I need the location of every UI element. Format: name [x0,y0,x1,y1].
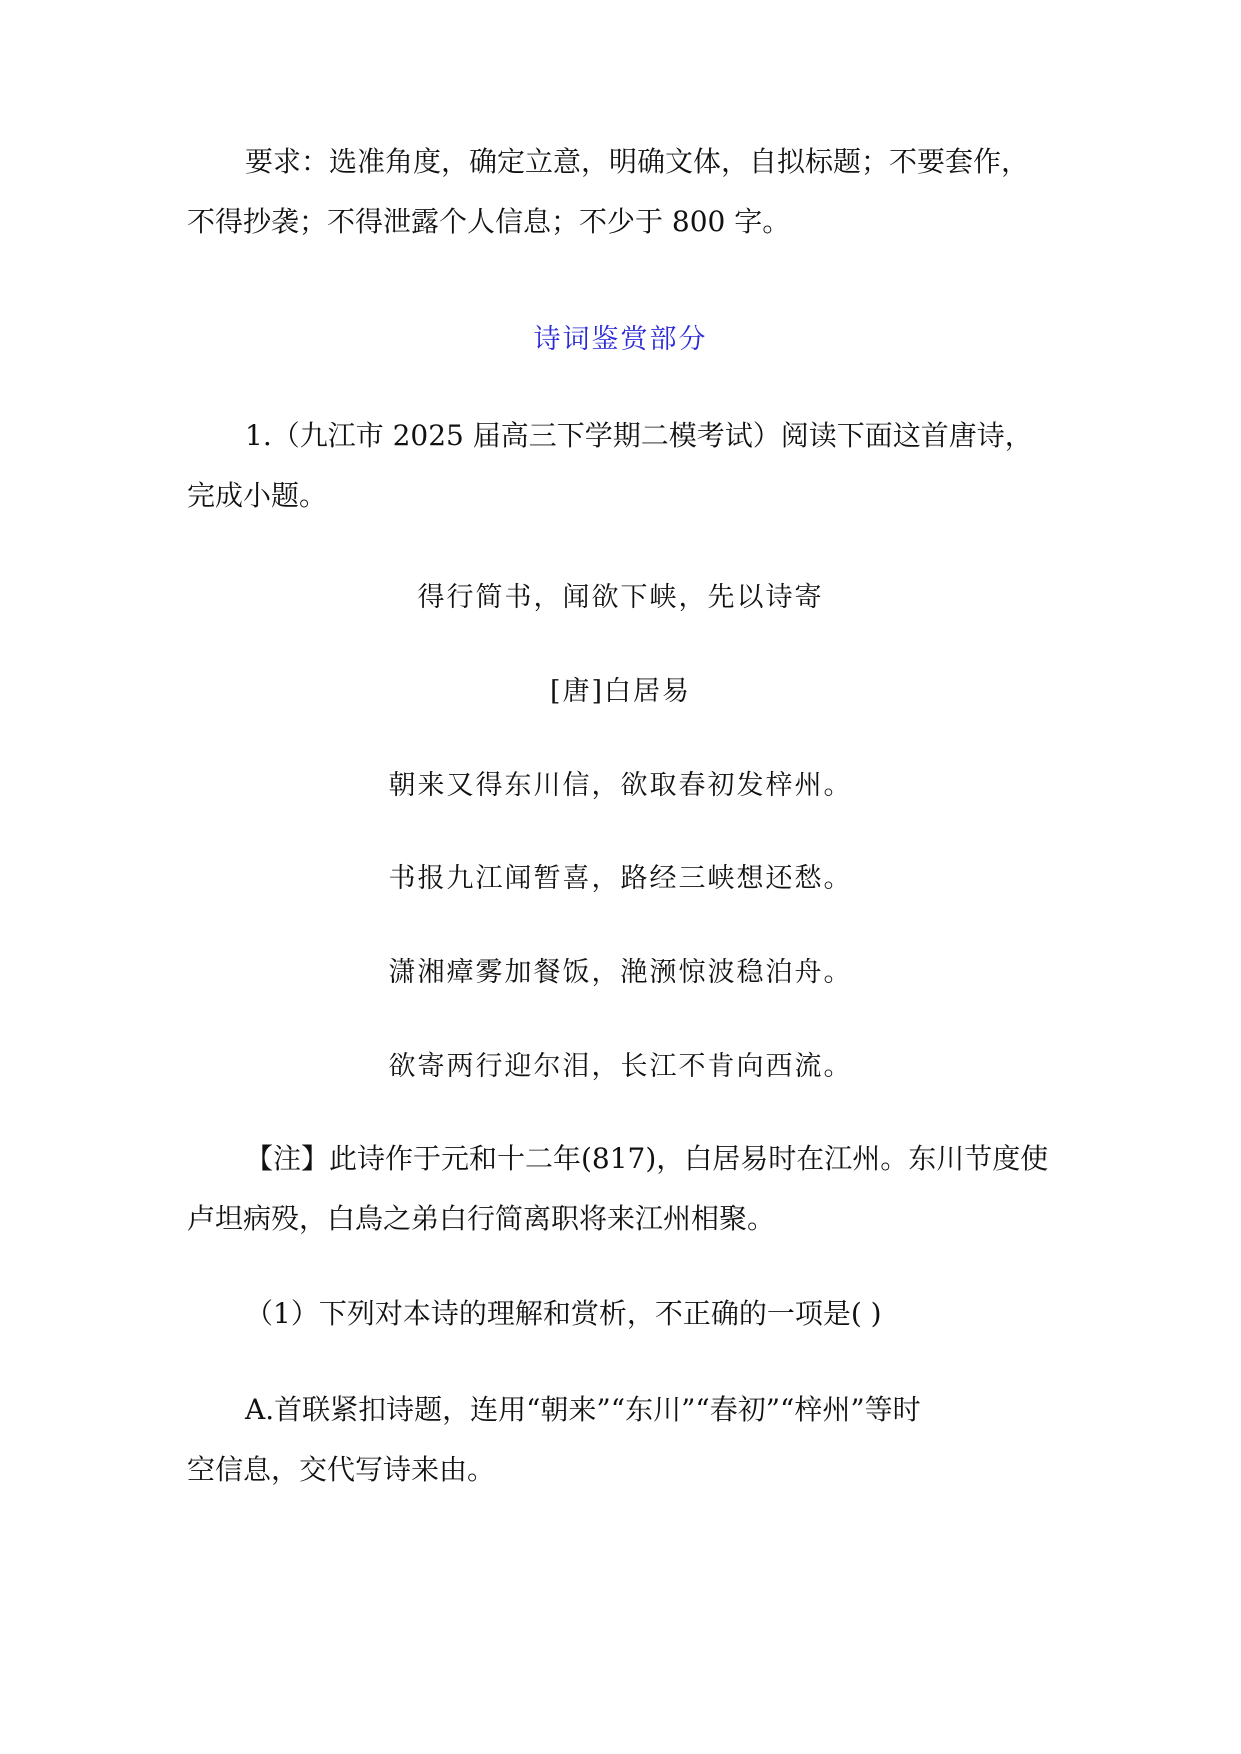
question-1-line-1: 1.（九江市 2025 届高三下学期二模考试）阅读下面这首唐诗， [245,419,1033,452]
option-a-line-1: A.首联紧扣诗题，连用“朝来”“东川”“春初”“梓州”等时 [245,1393,921,1426]
note-line-2: 卢坦病殁，白鳥之弟白行简离职将来江州相聚。 [187,1202,776,1235]
poem-author: [唐]白居易 [549,676,692,707]
section-title: 诗词鉴赏部分 [533,324,708,355]
option-a-line-2: 空信息，交代写诗来由。 [187,1453,496,1486]
requirement-line-1: 要求：选准角度，确定立意，明确文体，自拟标题；不要套作， [245,145,1030,178]
poem-line-2: 书报九江闻暂喜，路经三峡想还愁。 [388,863,853,894]
note-line-1: 【注】此诗作于元和十二年(817)，白居易时在江州。东川节度使 [245,1142,1049,1175]
poem-line-1: 朝来又得东川信，欲取春初发梓州。 [388,770,853,801]
question-1-line-2: 完成小题。 [187,479,328,512]
sub-question-1: （1）下列对本诗的理解和赏析，不正确的一项是( ) [245,1297,882,1330]
poem-line-3: 潇湘瘴雾加餐饭，滟滪惊波稳泊舟。 [388,957,853,988]
poem-title: 得行简书，闻欲下峡，先以诗寄 [417,582,824,613]
requirement-line-2: 不得抄袭；不得泄露个人信息；不少于 800 字。 [187,205,791,238]
poem-line-4: 欲寄两行迎尔泪，长江不肯向西流。 [388,1051,853,1082]
